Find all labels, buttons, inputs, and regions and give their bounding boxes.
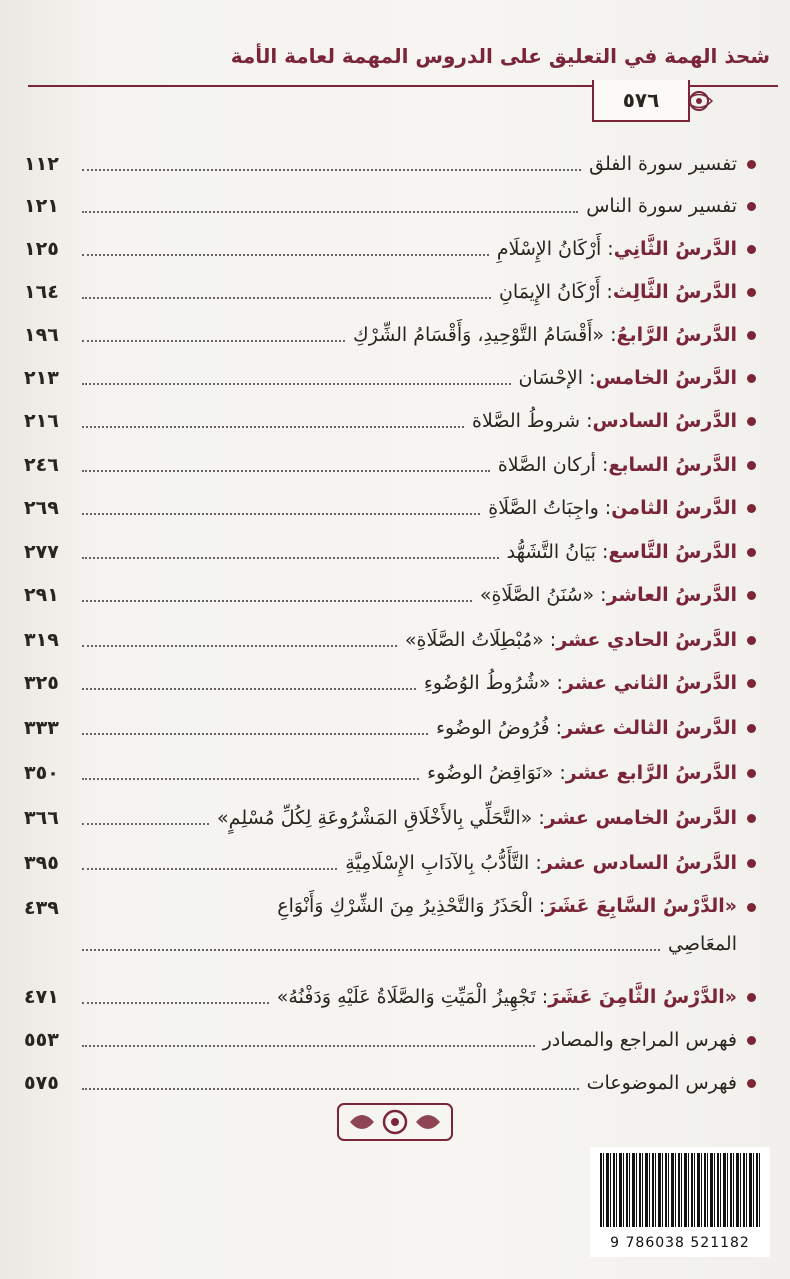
toc-entry-page: ١٢١ xyxy=(24,195,59,217)
toc-entry-label: الدَّرسُ السابع xyxy=(608,454,737,476)
bullet-icon xyxy=(747,679,756,688)
bullet-icon xyxy=(747,591,756,600)
bullet-icon xyxy=(747,548,756,557)
end-ornament-icon xyxy=(336,1098,454,1146)
leader-dots xyxy=(82,733,428,735)
bullet-icon xyxy=(747,202,756,211)
toc-entry-page: ٣٣٣ xyxy=(24,717,59,739)
toc-entry[interactable] xyxy=(24,976,756,1018)
toc-entry-page: ١١٢ xyxy=(24,153,59,175)
toc-entry-title: : الْحَذَرُ وَالتَّحْذِيرُ مِنَ الشِّرْكِ وَأَنْوَاعِ xyxy=(277,895,546,917)
bullet-icon xyxy=(747,724,756,733)
leader-dots xyxy=(82,778,419,780)
toc-entry-line-2 xyxy=(74,925,737,963)
leader-dots xyxy=(82,645,397,647)
leader-dots xyxy=(82,949,660,951)
toc-entry-label: «الدَّرْسُ الثَّامِنَ عَشَرَ xyxy=(548,986,737,1008)
bullet-icon xyxy=(747,769,756,778)
toc-entry[interactable] xyxy=(24,143,756,185)
toc-entry-title: : «التَّحَلِّي بِالأَخْلَاقِ المَشْرُوعَةِ لِكُلِّ مُسْلِمٍ» xyxy=(217,807,545,829)
page-number: ٥٧٦ xyxy=(622,88,660,112)
toc-entry-title: : «مُبْطِلَاتُ الصَّلَاةِ» xyxy=(404,629,557,651)
leader-dots xyxy=(82,254,489,256)
leader-dots xyxy=(82,1045,535,1047)
toc-entry-title: : التَّأَدُّبُ بِالآدَابِ الإِسْلَامِيَّةِ xyxy=(345,852,542,874)
toc-entry-page: ٤٧١ xyxy=(24,986,59,1008)
toc-entry-title: : تَجْهِيزُ الْمَيِّتِ وَالصَّلَاةُ عَلَيْهِ وَدَفْنُهُ» xyxy=(276,986,549,1008)
toc-entry-title: : شروطُ الصَّلاة xyxy=(472,410,593,432)
toc-entry-page: ٢٤٦ xyxy=(24,454,59,476)
toc-entry-page: ١٦٤ xyxy=(24,281,59,303)
bullet-icon xyxy=(747,461,756,470)
toc-entry-title: : أَرْكَانُ الإِسْلَامِ xyxy=(496,238,614,260)
toc-entry-body xyxy=(74,887,737,963)
toc-entry[interactable] xyxy=(24,707,756,749)
toc-entry[interactable] xyxy=(24,357,756,399)
toc-entry[interactable] xyxy=(24,444,756,486)
toc-entry-page: ٢٦٩ xyxy=(24,497,59,519)
toc-entry-page: ٣٥٠ xyxy=(24,762,59,784)
toc-entry[interactable] xyxy=(24,842,756,884)
toc-entry-title: تفسير سورة الناس xyxy=(586,195,737,217)
toc-entry-title: : الإحْسَان xyxy=(518,367,596,389)
toc-entry-title-continued: المعَاصِي xyxy=(668,933,737,955)
toc-entry-title: : فُرُوضُ الوضُوء xyxy=(436,717,563,739)
toc-entry-page: ٢٩١ xyxy=(24,584,59,606)
toc-entry[interactable] xyxy=(24,487,756,529)
toc-entry[interactable] xyxy=(24,314,756,356)
toc-entry-line-1 xyxy=(74,887,737,925)
leader-dots xyxy=(82,470,490,472)
leader-dots xyxy=(82,868,337,870)
toc-entry-label: الدَّرسُ السادس عشر xyxy=(541,852,737,874)
toc-entry-title: : «سُنَنُ الصَّلَاةِ» xyxy=(479,584,607,606)
toc-entry-page: ٣٢٥ xyxy=(24,672,59,694)
isbn-barcode xyxy=(590,1147,770,1257)
toc-entry-page: ٥٥٣ xyxy=(24,1029,59,1051)
leader-dots xyxy=(82,426,464,428)
leader-dots xyxy=(82,1088,579,1090)
bullet-icon xyxy=(747,504,756,513)
toc-entry-label: الدَّرسُ الخامس xyxy=(595,367,737,389)
bullet-icon xyxy=(747,1036,756,1045)
bullet-icon xyxy=(747,903,756,912)
toc-entry-page: ٤٣٩ xyxy=(24,897,59,919)
bullet-icon xyxy=(747,331,756,340)
barcode-bars xyxy=(600,1153,760,1227)
toc-entry-label: الدَّرسُ الرَّابع عشر xyxy=(565,762,737,784)
toc-entry-label: الدَّرسُ الثَّانِي xyxy=(613,238,737,260)
leader-dots xyxy=(82,513,480,515)
bullet-icon xyxy=(747,859,756,868)
bullet-icon xyxy=(747,1079,756,1088)
toc-entry-page: ٢٧٧ xyxy=(24,541,59,563)
toc-entry-page: ٣٩٥ xyxy=(24,852,59,874)
toc-entry[interactable] xyxy=(24,797,756,839)
toc-entry-label: الدَّرسُ العاشر xyxy=(606,584,737,606)
toc-entry[interactable] xyxy=(24,531,756,573)
toc-entry[interactable] xyxy=(24,228,756,270)
leader-dots xyxy=(82,211,578,213)
toc-entry-title: تفسير سورة الفلق xyxy=(589,153,737,175)
leader-dots xyxy=(82,688,416,690)
toc-entry-title: فهرس المراجع والمصادر xyxy=(542,1029,737,1051)
bullet-icon xyxy=(747,636,756,645)
toc-entry-title: فهرس الموضوعات xyxy=(586,1072,737,1094)
bullet-icon xyxy=(747,993,756,1002)
leader-dots xyxy=(82,169,581,171)
toc-entry-label: الدَّرسُ السادس xyxy=(592,410,737,432)
toc-entry[interactable] xyxy=(24,887,756,963)
toc-entry-label: «الدَّرْسُ السَّابِعَ عَشَرَ xyxy=(545,895,737,917)
toc-entry[interactable] xyxy=(24,271,756,313)
toc-entry[interactable] xyxy=(24,1019,756,1061)
leader-dots xyxy=(82,557,499,559)
toc-entry-page: ١٩٦ xyxy=(24,324,59,346)
toc-entry-title: : «شُرُوطُ الوُضُوءِ xyxy=(423,672,563,694)
toc-entry-title: : بَيَانُ التَّشَهُّد xyxy=(506,541,609,563)
toc-entry-page: ٢١٦ xyxy=(24,410,59,432)
toc-entry-title: : «نَوَاقِضُ الوضُوء xyxy=(427,762,566,784)
toc-entry-label: الدَّرسُ الثَّالِث xyxy=(612,281,737,303)
toc-entry-label: الدَّرسُ الثاني عشر xyxy=(562,672,737,694)
leader-dots xyxy=(82,340,345,342)
toc-entry-label: الدَّرسُ الرَّابعُ xyxy=(616,324,737,346)
toc-entry-title: : أركان الصَّلاة xyxy=(497,454,609,476)
leader-dots xyxy=(82,600,472,602)
toc-entry-page: ٥٧٥ xyxy=(24,1072,59,1094)
toc-entry-label: الدَّرسُ الحادي عشر xyxy=(556,629,737,651)
toc-entry-title: : «أَقْسَامُ التَّوْحِيدِ، وَأَقْسَامُ الشِّرْكِ xyxy=(353,324,617,346)
toc-entry-label: الدَّرسُ الثامن xyxy=(611,497,737,519)
toc-entry[interactable] xyxy=(24,574,756,616)
running-header-title: شحذ الهمة في التعليق على الدروس المهمة لعامة الأمة xyxy=(230,44,770,68)
toc-entry-label: الدَّرسُ الثالث عشر xyxy=(562,717,737,739)
bullet-icon xyxy=(747,288,756,297)
toc-entry[interactable] xyxy=(24,185,756,227)
toc-entry[interactable] xyxy=(24,619,756,661)
toc-entry[interactable] xyxy=(24,752,756,794)
toc-entry-page: ٢١٣ xyxy=(24,367,59,389)
leader-dots xyxy=(82,383,511,385)
isbn-number: 9 786038 521182 xyxy=(610,1235,750,1251)
bullet-icon xyxy=(747,374,756,383)
bullet-icon xyxy=(747,417,756,426)
bullet-icon xyxy=(747,814,756,823)
toc-entry-page: ٣٦٦ xyxy=(24,807,59,829)
leader-dots xyxy=(82,823,209,825)
toc-entry-label: الدَّرسُ الخامس عشر xyxy=(544,807,737,829)
leader-dots xyxy=(82,297,491,299)
toc-entry[interactable] xyxy=(24,662,756,704)
bullet-icon xyxy=(747,245,756,254)
bullet-icon xyxy=(747,160,756,169)
toc-entry-page: ٣١٩ xyxy=(24,629,59,651)
toc-entry[interactable] xyxy=(24,400,756,442)
toc-entry-title: : أَرْكَانُ الإِيمَانِ xyxy=(498,281,613,303)
leader-dots xyxy=(82,1002,269,1004)
toc-entry-title: : واجِبَاتُ الصَّلَاةِ xyxy=(488,497,612,519)
toc-entry-label: الدَّرسُ التَّاسع xyxy=(608,541,737,563)
toc-entry-page: ١٢٥ xyxy=(24,238,59,260)
